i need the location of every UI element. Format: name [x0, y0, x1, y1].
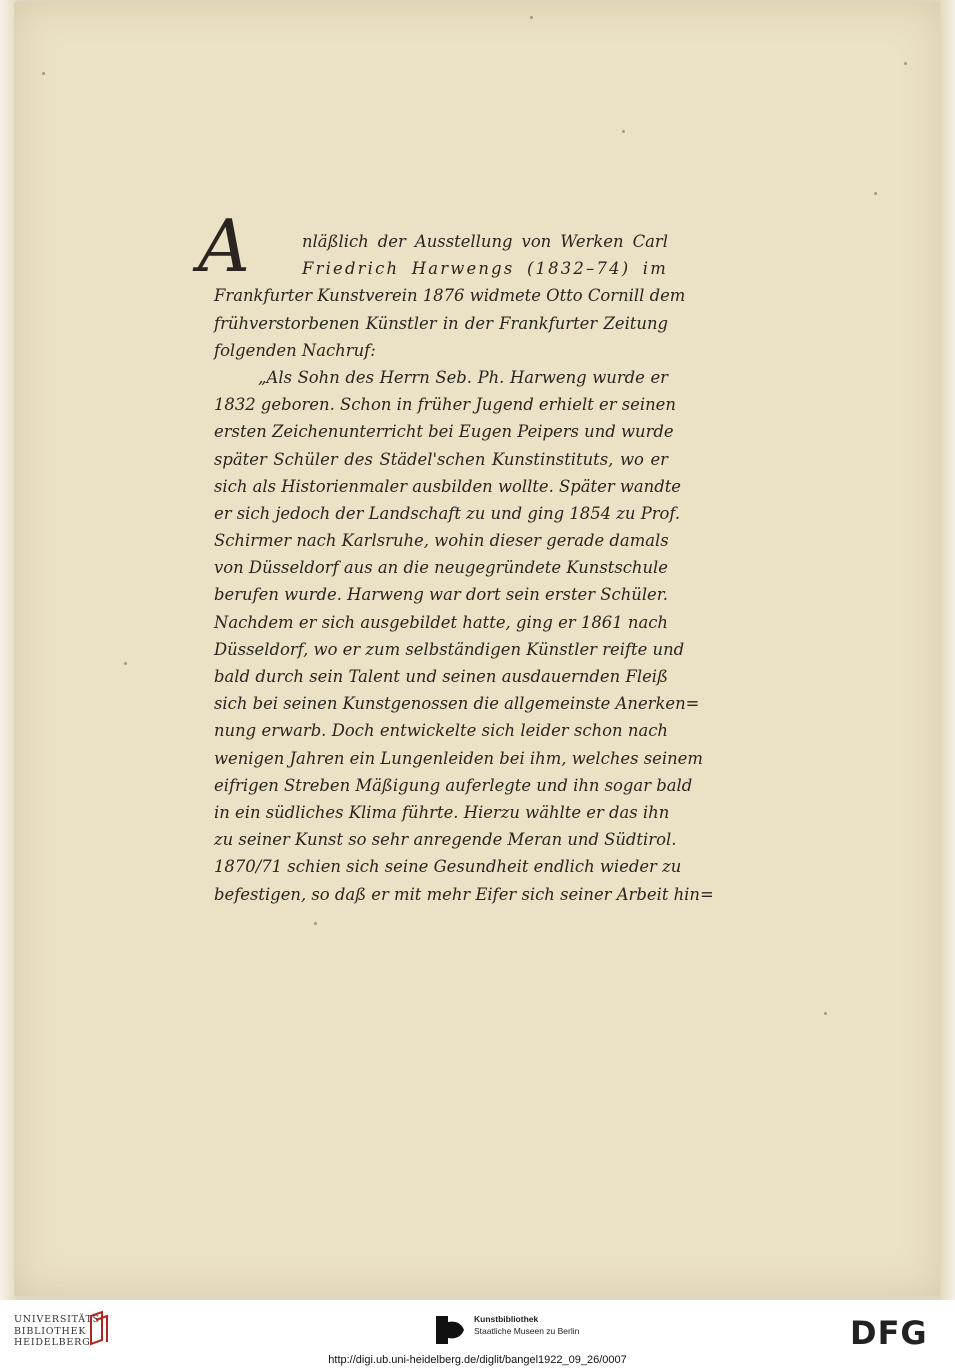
text-line: eifrigen Streben Mäßigung auferlegte und ihn sogar bald — [214, 775, 693, 795]
text-line: frühverstorbenen Künstler in der Frankfurter Zeitung — [214, 313, 668, 333]
paper-speck — [124, 662, 127, 665]
heidelberg-emblem-icon — [88, 1310, 110, 1346]
text-line: Friedrich Harwengs (1832–74) im — [302, 259, 668, 279]
text-line: nläßlich der Ausstellung von Werken Carl — [302, 232, 668, 251]
text-line: von Düsseldorf aus an die neugegründete Kunstschule — [214, 558, 668, 578]
paper-speck — [42, 72, 45, 75]
text-line: 1870/71 schien sich seine Gesundheit endlich wieder zu — [214, 857, 682, 877]
text-line: sich bei seinen Kunstgenossen die allgemeinste Anerken= — [214, 694, 700, 714]
text-line: wenigen Jahren ein Lungenleiden bei ihm, welches seinem — [214, 748, 703, 768]
logo-text-line: HEIDELBERG — [14, 1337, 91, 1348]
text-line: Nachdem er sich ausgebildet hatte, ging er 1861 nach — [214, 612, 668, 632]
text-line: Schirmer nach Karlsruhe, wohin dieser gerade damals — [214, 531, 669, 551]
paper-speck — [904, 62, 907, 65]
footer — [0, 1300, 955, 1370]
logo-text-line: UNIVERSITÄTS- — [14, 1314, 105, 1325]
text-line: in ein südliches Klima führte. Hierzu wählte er das ihn — [214, 802, 670, 822]
logo-text-line: BIBLIOTHEK — [14, 1325, 87, 1337]
paper-speck — [314, 922, 317, 925]
text-line: 1832 geboren. Schon in früher Jugend erhielt er seinen — [214, 395, 676, 415]
kunstbibliothek-title: Kunstbibliothek — [474, 1314, 539, 1324]
paper-speck — [622, 130, 625, 133]
kunstbibliothek-subtitle: Staatliche Museen zu Berlin — [474, 1326, 580, 1336]
text-line: ersten Zeichenunterricht bei Eugen Peipers und wurde — [214, 422, 674, 442]
page-edge-right — [940, 0, 955, 1300]
text-line: berufen wurde. Harweng war dort sein erster Schüler. — [214, 585, 668, 605]
text-line: nung erwarb. Doch entwickelte sich leider schon nach — [214, 721, 668, 741]
text-line: zu seiner Kunst so sehr anregende Meran und Südtirol. — [214, 830, 677, 850]
text-line: befestigen, so daß er mit mehr Eifer sich seiner Arbeit hin= — [214, 884, 714, 904]
drop-cap: A — [198, 204, 250, 288]
text-line: Frankfurter Kunstverein 1876 widmete Otto Cornill dem — [214, 286, 686, 306]
text-line: er sich jedoch der Landschaft zu und ging 1854 zu Prof. — [214, 503, 681, 523]
text-line: „Als Sohn des Herrn Seb. Ph. Harweng wurde er — [258, 367, 668, 387]
dfg-logo[interactable]: DFG — [850, 1314, 928, 1352]
text-line: folgenden Nachruf: — [214, 340, 376, 360]
kunstbibliothek-label — [474, 1313, 579, 1337]
university-library-logo[interactable] — [14, 1314, 105, 1349]
text-line: später Schüler des Städel'schen Kunstinstituts, wo er — [214, 449, 668, 469]
kunstbibliothek-logo-icon — [436, 1316, 466, 1344]
paper-speck — [874, 192, 877, 195]
paper-speck — [824, 1012, 827, 1015]
obituary-text — [214, 228, 714, 908]
paper-speck — [530, 16, 533, 19]
text-line: Düsseldorf, wo er zum selbständigen Künstler reifte und — [214, 639, 685, 659]
text-line: sich als Historienmaler ausbilden wollte. Später wandte — [214, 476, 681, 496]
source-url-link[interactable]: http://digi.ub.uni-heidelberg.de/diglit/bangel1922_09_26/0007 — [328, 1354, 627, 1366]
text-line: bald durch sein Talent und seinen ausdauernden Fleiß — [214, 667, 668, 686]
